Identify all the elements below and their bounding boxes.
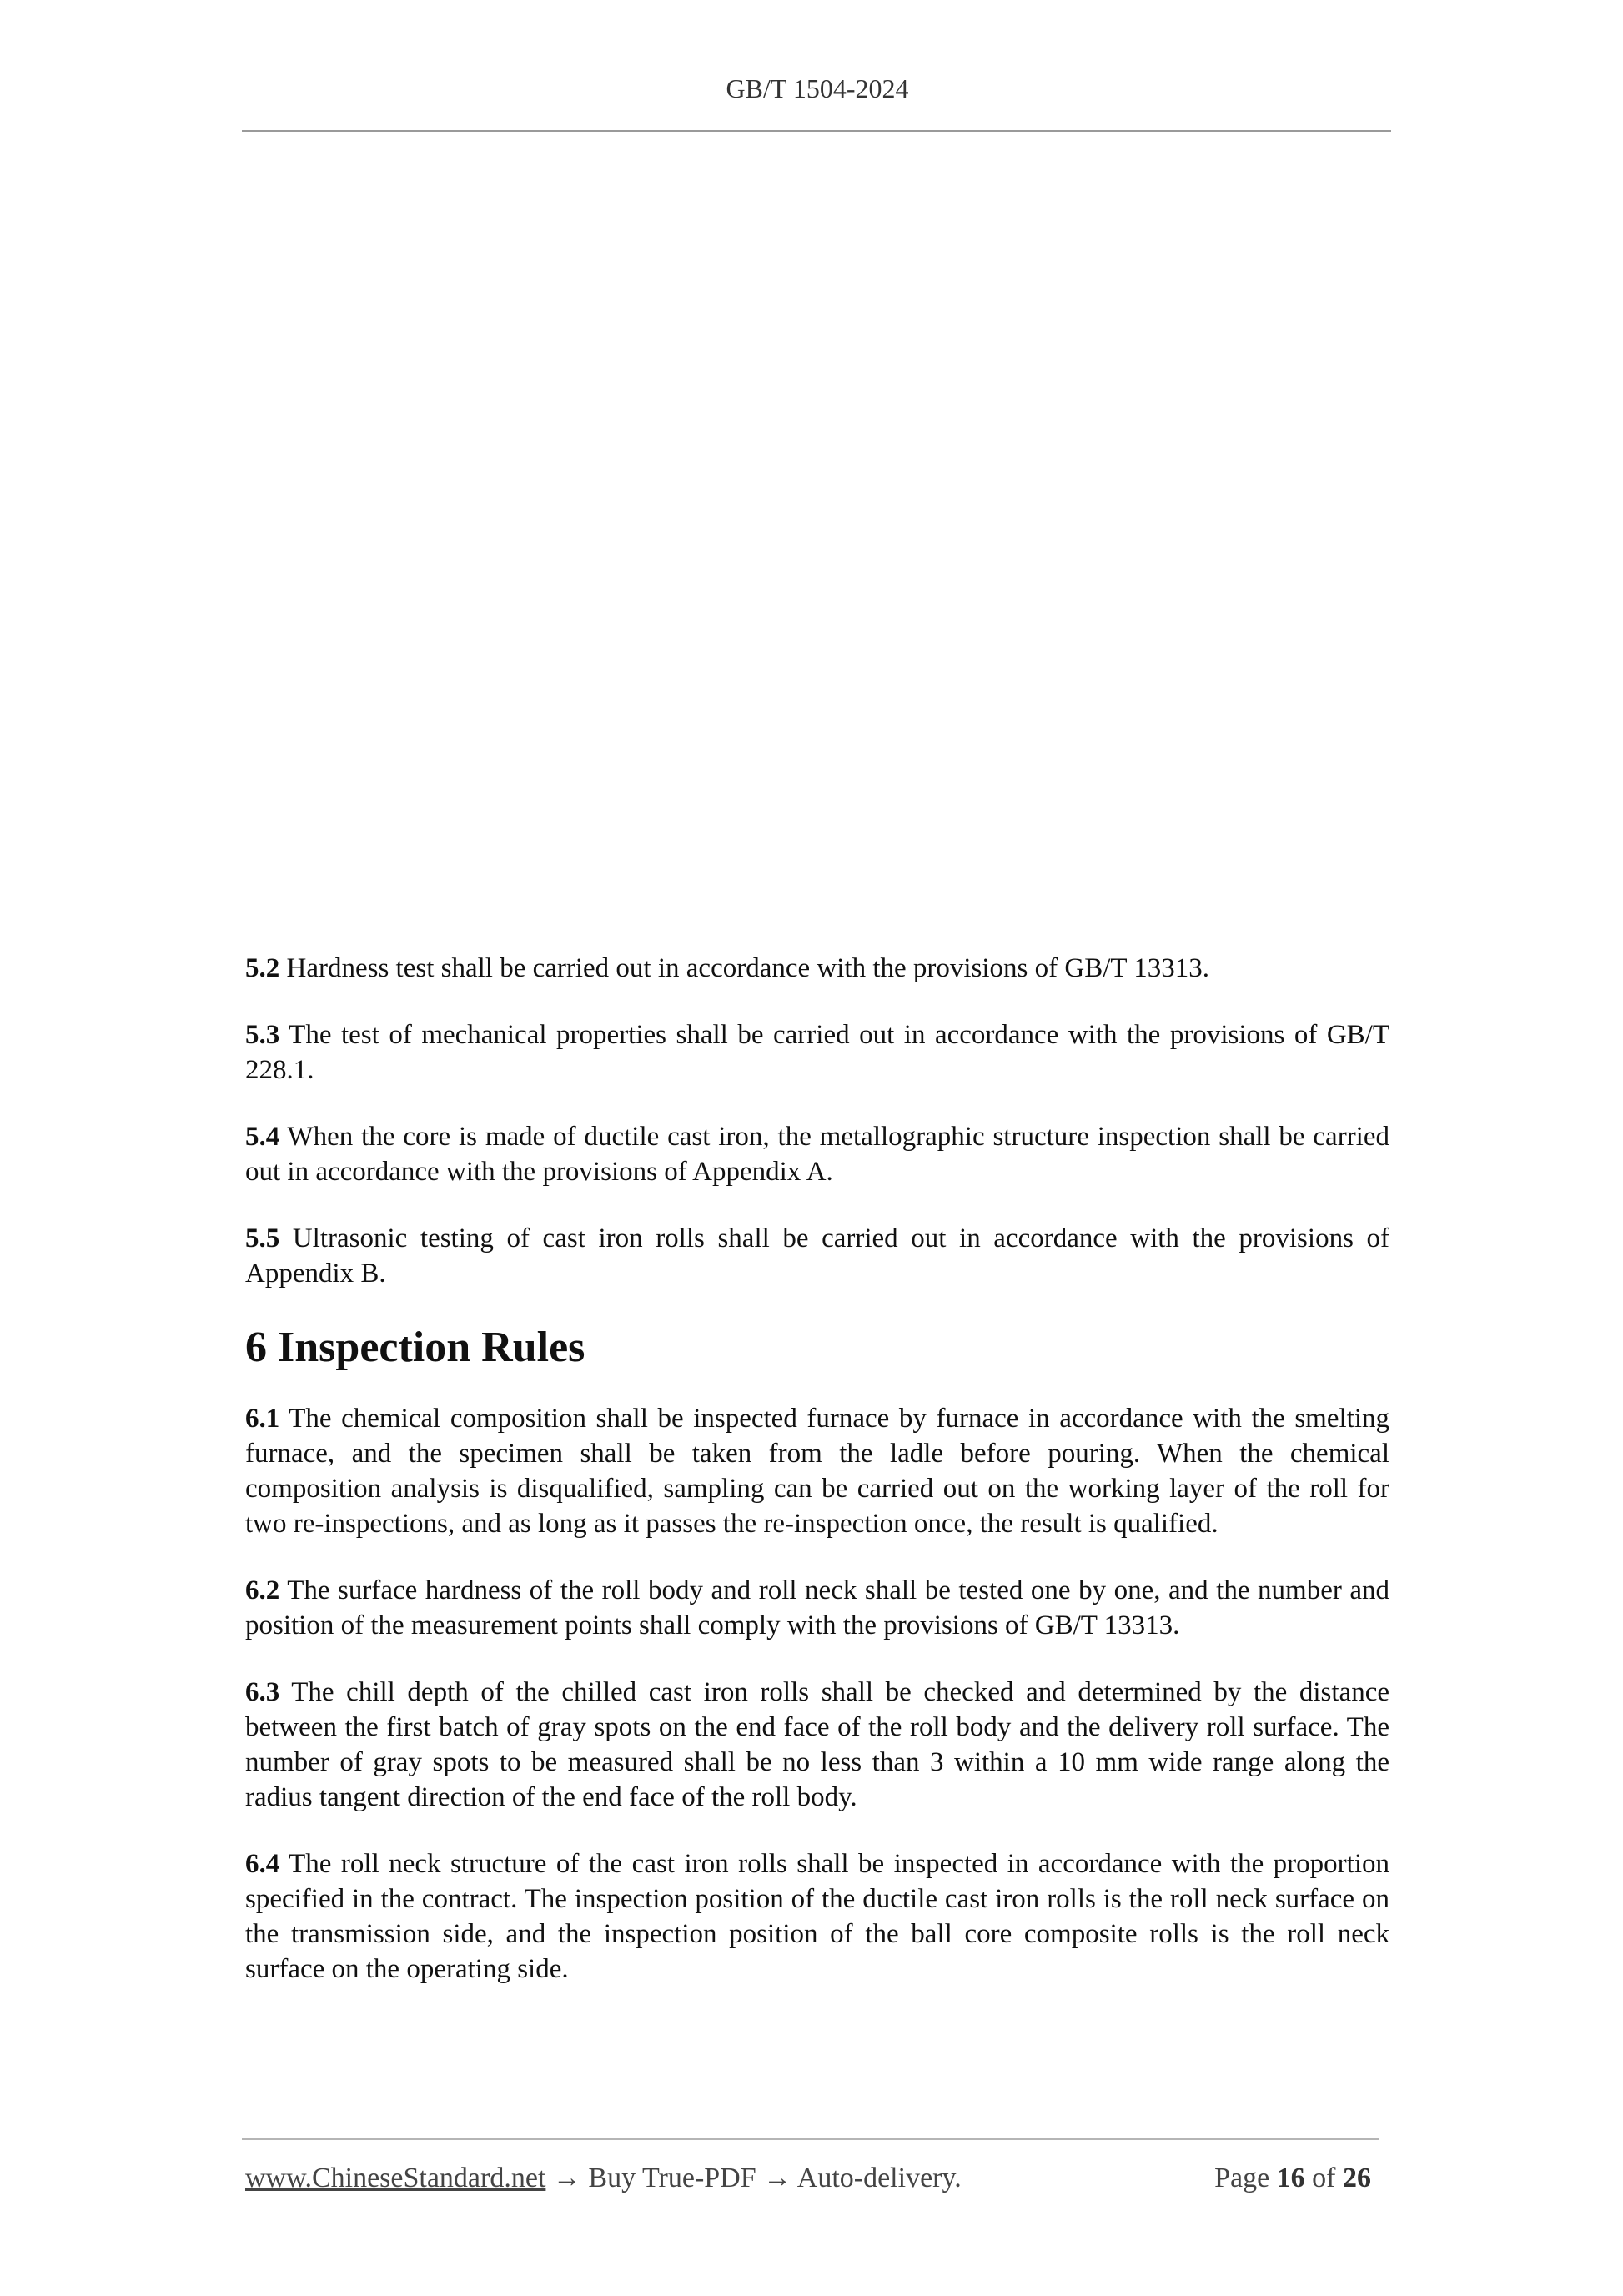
clause-text: The roll neck structure of the cast iron rolls shall be inspected in accordance with the proportion specified in the contract. The inspection position of the ductile cast iron rolls is the roll neck surface on the transmission side, and the inspection position of the ball core composite rolls is the roll neck surface on the operating side. [245,1849,1390,1984]
clause-text: The test of mechanical properties shall be carried out in accordance with the provisions of GB/T 228.1. [245,1020,1390,1085]
clause-number: 5.4 [245,1122,280,1152]
arrow-icon: → [552,2163,581,2193]
clause-5-3 [245,1017,1389,1088]
clause-number: 6.2 [245,1575,280,1605]
page-label: Page [1214,2163,1270,2193]
clause-5-5 [245,1221,1389,1291]
clause-number: 6.4 [245,1849,280,1879]
clause-number: 5.3 [245,1020,280,1050]
delivery-text: Auto-delivery. [796,2163,962,2193]
clause-text: The chemical composition shall be inspected furnace by furnace in accordance with the smelting furnace, and the specimen shall be taken from the ladle before pouring. When the chemical composition analysis is disqualified, sampling can be carried out on the working layer of the roll for two re-inspections, and as long as it passes the re-inspection once, the result is qualified. [245,1404,1390,1539]
clause-text: When the core is made of ductile cast iron, the metallographic structure inspection shall be carried out in accordance with the provisions of Appendix A. [245,1122,1390,1187]
header-divider [242,130,1391,132]
document-body [245,951,1389,2018]
page-footer [245,2163,1379,2194]
clause-number: 5.5 [245,1223,280,1254]
page-header: GB/T 1504-2024 [726,73,909,103]
website-link[interactable]: www.ChineseStandard.net [245,2163,546,2193]
clause-text: Hardness test shall be carried out in accordance with the provisions of GB/T 13313. [286,953,1209,983]
clause-6-2 [245,1573,1389,1643]
clause-number: 6.3 [245,1677,280,1707]
page-current: 16 [1276,2163,1305,2193]
clause-number: 5.2 [245,953,280,983]
page-number [1214,2163,1371,2194]
clause-text: The chill depth of the chilled cast iron rolls shall be checked and determined by the distance between the first batch of gray spots on the end face of the roll body and the delivery roll surface. The number of gray spots to be measured shall be no less than 3 within a 10 mm wide range along the radius tangent direction of the end face of the roll body. [245,1677,1389,1812]
clause-5-4 [245,1119,1389,1189]
section-heading-6: 6 Inspection Rules [245,1324,585,1371]
clause-6-1 [245,1401,1389,1541]
footer-divider [242,2138,1379,2140]
arrow-icon: → [763,2163,792,2193]
clause-number: 6.1 [245,1404,280,1434]
clause-text: Ultrasonic testing of cast iron rolls shall be carried out in accordance with the provisions of Appendix B. [245,1223,1389,1289]
clause-text: The surface hardness of the roll body and roll neck shall be tested one by one, and the number and position of the measurement points shall comply with the provisions of GB/T 13313. [245,1575,1389,1640]
clause-6-4 [245,1846,1389,1987]
of-label: of [1312,2163,1336,2193]
clause-5-2 [245,951,1389,986]
page-total: 26 [1343,2163,1371,2193]
clause-6-3 [245,1675,1389,1815]
buy-text: Buy True-PDF [588,2163,756,2193]
